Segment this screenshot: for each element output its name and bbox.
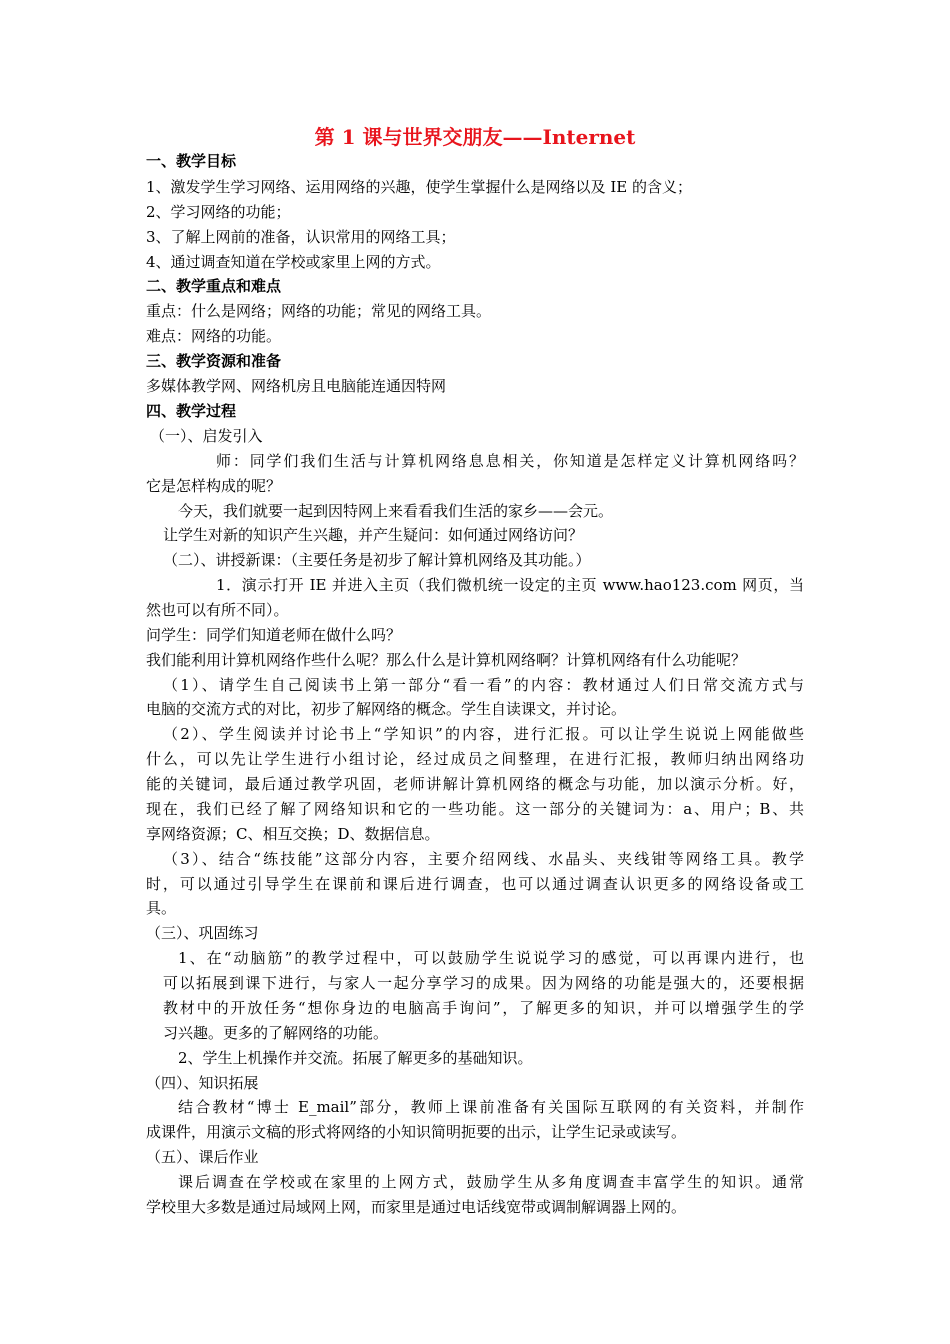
section-heading-resources: 三、教学资源和准备	[146, 352, 282, 370]
paragraph-line: 师：同学们我们生活与计算机网络息息相关，你知道是怎样定义计算机网络吗？	[216, 452, 804, 470]
section-heading-process: 四、教学过程	[146, 402, 237, 420]
paragraph-line: 具。	[146, 899, 177, 917]
section-heading-objectives: 一、教学目标	[146, 152, 237, 170]
subsection-heading: （一）、启发引入	[150, 427, 263, 445]
paragraph-line: 能的关键词，最后通过教学巩固，老师讲解计算机网络的概念与功能，加以演示分析。好，	[146, 775, 804, 793]
objective-line: 3、了解上网前的准备，认识常用的网络工具；	[146, 228, 456, 246]
paragraph-line: 1、在“动脑筋”的教学过程中，可以鼓励学生说说学习的感觉，可以再课内进行，也	[178, 949, 804, 967]
paragraph-line: 然也可以有所不同）。	[146, 601, 289, 619]
paragraph-line: 成课件，用演示文稿的形式将网络的小知识简明扼要的出示，让学生记录或读写。	[146, 1123, 687, 1141]
subsection-heading: （四）、知识拓展	[146, 1074, 259, 1092]
section-heading-key-points: 二、教学重点和难点	[146, 277, 282, 295]
resources-line: 多媒体教学网、网络机房且电脑能连通因特网	[146, 377, 447, 395]
paragraph-line: 让学生对新的知识产生兴趣，并产生疑问：如何通过网络访问？	[163, 526, 584, 544]
paragraph-line: 习兴趣。更多的了解网络的功能。	[163, 1024, 389, 1042]
paragraph-line: 它是怎样构成的呢？	[146, 477, 282, 495]
paragraph-line: 教材中的开放任务“想你身边的电脑高手询问”，了解更多的知识，并可以增强学生的学	[163, 999, 804, 1017]
paragraph-line: 学校里大多数是通过局域网上网，而家里是通过电话线宽带或调制解调器上网的。	[146, 1198, 687, 1216]
paragraph-line: 现在，我们已经了解了网络知识和它的一些功能。这一部分的关键词为：a、用户；B、共	[146, 800, 804, 818]
paragraph-line: 什么，可以先让学生进行小组讨论，经过成员之间整理，在进行汇报，教师归纳出网络功	[146, 750, 804, 768]
objective-line: 1、激发学生学习网络、运用网络的兴趣，使学生掌握什么是网络以及 IE 的含义；	[146, 178, 692, 196]
document-title: 第 1 课与世界交朋友——Internet	[314, 125, 636, 149]
paragraph-line: （2）、学生阅读并讨论书上“学知识”的内容，进行汇报。可以让学生说说上网能做些	[163, 725, 804, 743]
objective-line: 4、通过调查知道在学校或家里上网的方式。	[146, 253, 441, 271]
paragraph-line: 结合教材“博士 E_mail”部分，教师上课前准备有关国际互联网的有关资料，并制作	[178, 1098, 804, 1116]
paragraph-line: （1）、请学生自己阅读书上第一部分“看一看”的内容：教材通过人们日常交流方式与	[163, 676, 804, 694]
objective-line: 2、学习网络的功能；	[146, 203, 291, 221]
paragraph-line: 享网络资源；C、相互交换；D、数据信息。	[146, 825, 440, 843]
paragraph-line: （3）、结合“练技能”这部分内容，主要介绍网线、水晶头、夹线钳等网络工具。教学	[163, 850, 804, 868]
key-point-line: 重点：什么是网络；网络的功能；常见的网络工具。	[146, 302, 492, 320]
paragraph-line: 电脑的交流方式的对比，初步了解网络的概念。学生自读课文，并讨论。	[146, 700, 627, 718]
paragraph-line: 我们能利用计算机网络作些什么呢？那么什么是计算机网络啊？计算机网络有什么功能呢？	[146, 651, 747, 669]
subsection-heading: （二）、讲授新课：（主要任务是初步了解计算机网络及其功能。）	[163, 551, 591, 569]
paragraph-line: 可以拓展到课下进行，与家人一起分享学习的成果。因为网络的功能是强大的，还要根据	[163, 974, 804, 992]
paragraph-line: 今天，我们就要一起到因特网上来看看我们生活的家乡——会元。	[178, 502, 614, 520]
paragraph-line: 1．演示打开 IE 并进入主页（我们微机统一设定的主页 www.hao123.com 网页，当	[216, 576, 804, 594]
difficulty-line: 难点：网络的功能。	[146, 327, 282, 345]
paragraph-line: 时，可以通过引导学生在课前和课后进行调查，也可以通过调查认识更多的网络设备或工	[146, 875, 804, 893]
paragraph-line: 课后调查在学校或在家里的上网方式，鼓励学生从多角度调查丰富学生的知识。通常	[178, 1173, 804, 1191]
paragraph-line: 2、学生上机操作并交流。拓展了解更多的基础知识。	[178, 1049, 533, 1067]
paragraph-line: 问学生：同学们知道老师在做什么吗？	[146, 626, 402, 644]
subsection-heading: （五）、课后作业	[146, 1148, 259, 1166]
subsection-heading: （三）、巩固练习	[146, 924, 259, 942]
